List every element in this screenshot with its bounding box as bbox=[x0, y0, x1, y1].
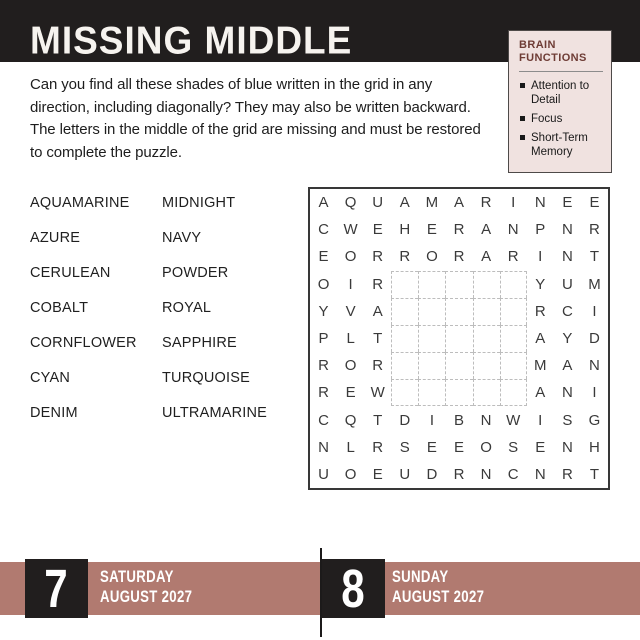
grid-cell: O bbox=[344, 357, 357, 375]
grid-cell: N bbox=[561, 221, 573, 239]
grid-cell: N bbox=[507, 221, 519, 239]
grid-cell: H bbox=[399, 221, 411, 239]
grid-cell: R bbox=[561, 465, 573, 483]
grid-cell: R bbox=[453, 248, 465, 266]
word-list-item: AQUAMARINE bbox=[30, 194, 130, 211]
grid-cell: G bbox=[588, 411, 601, 429]
instruction-line: The letters in the middle of the grid are missing and must be restored bbox=[30, 121, 481, 138]
grid-cell: N bbox=[561, 438, 573, 456]
grid-cell: R bbox=[534, 302, 546, 320]
grid-cell: Q bbox=[344, 411, 357, 429]
month-year: AUGUST 2027 bbox=[392, 588, 485, 606]
grid-cell: D bbox=[426, 465, 438, 483]
grid-cell: E bbox=[426, 438, 437, 456]
grid-cell: E bbox=[318, 248, 329, 266]
day-number-box-sunday bbox=[322, 559, 385, 618]
word-list-item: SAPPHIRE bbox=[162, 334, 237, 351]
instruction-line: direction, including diagonally? They may also be written backward. bbox=[30, 98, 471, 116]
word-list-item: CORNFLOWER bbox=[30, 334, 137, 351]
grid-cell: D bbox=[399, 411, 411, 429]
grid-cell: C bbox=[561, 302, 573, 320]
grid-cell: P bbox=[318, 329, 329, 347]
grid-cell: I bbox=[538, 248, 543, 266]
brain-function-item bbox=[519, 79, 603, 107]
grid-cell: A bbox=[481, 248, 492, 266]
grid-cell-missing bbox=[391, 298, 418, 325]
bullet-square-icon bbox=[520, 83, 525, 88]
bullet-square-icon bbox=[520, 116, 525, 121]
grid-cell: D bbox=[589, 329, 600, 347]
grid-cell-missing bbox=[500, 352, 527, 379]
divider-line bbox=[519, 71, 603, 72]
grid-cell: R bbox=[372, 248, 384, 266]
grid-cell: N bbox=[480, 465, 492, 483]
grid-cell: A bbox=[372, 302, 383, 320]
grid-cell: S bbox=[562, 411, 573, 429]
day-number: 8 bbox=[341, 558, 366, 619]
grid-cell: A bbox=[399, 194, 410, 212]
grid-cell: W bbox=[506, 411, 521, 429]
word-list-column-1 bbox=[30, 185, 137, 430]
brain-function-item bbox=[519, 112, 603, 126]
grid-cell: C bbox=[318, 411, 329, 429]
grid-cell: O bbox=[317, 275, 330, 293]
grid-cell: H bbox=[589, 438, 600, 456]
grid-cell: N bbox=[534, 194, 546, 212]
grid-cell: U bbox=[561, 275, 573, 293]
word-list-item: ROYAL bbox=[162, 299, 212, 316]
grid-cell: A bbox=[318, 194, 329, 212]
grid-cell: I bbox=[348, 275, 353, 293]
grid-cell: R bbox=[453, 221, 465, 239]
grid-cell: C bbox=[318, 221, 329, 239]
grid-cell: I bbox=[538, 411, 543, 429]
grid-cell: I bbox=[429, 411, 434, 429]
brain-function-label: Short-Term Memory bbox=[531, 132, 588, 158]
date-text-saturday bbox=[100, 567, 215, 607]
day-name: SATURDAY bbox=[100, 568, 174, 586]
day-name: SUNDAY bbox=[392, 568, 449, 586]
grid-cell: R bbox=[372, 357, 384, 375]
grid-cell-missing bbox=[445, 379, 472, 406]
word-list-item: POWDER bbox=[162, 264, 229, 281]
grid-cell: U bbox=[372, 194, 384, 212]
grid-cell-missing bbox=[473, 325, 500, 352]
grid-cell: M bbox=[425, 194, 439, 212]
grid-cell: N bbox=[589, 357, 600, 375]
word-list-item: NAVY bbox=[162, 229, 202, 246]
grid-cell: U bbox=[318, 465, 329, 483]
grid-cell: U bbox=[399, 465, 411, 483]
grid-cell: I bbox=[592, 302, 597, 320]
grid-cell: E bbox=[589, 194, 600, 212]
grid-cell: O bbox=[426, 248, 438, 266]
grid-cell: M bbox=[534, 357, 547, 375]
grid-cell: L bbox=[346, 329, 355, 347]
grid-cell: R bbox=[318, 384, 329, 402]
grid-cell-missing bbox=[445, 352, 472, 379]
word-list-item: DENIM bbox=[30, 404, 78, 421]
brain-function-item bbox=[519, 131, 603, 159]
grid-cell: R bbox=[507, 248, 519, 266]
grid-cell-missing bbox=[500, 379, 527, 406]
grid-cell: E bbox=[372, 465, 383, 483]
grid-cell: I bbox=[592, 384, 597, 402]
grid-cell: R bbox=[589, 221, 600, 239]
grid-cell: N bbox=[561, 248, 573, 266]
brain-functions-list bbox=[519, 79, 603, 159]
grid-cell: W bbox=[343, 221, 358, 239]
instructions-text bbox=[30, 74, 481, 164]
grid-cell: R bbox=[318, 357, 329, 375]
grid-cell: R bbox=[480, 194, 492, 212]
grid-cell: E bbox=[372, 221, 383, 239]
grid-cell: T bbox=[589, 248, 600, 266]
grid-cell: S bbox=[508, 438, 519, 456]
grid-cell-missing bbox=[473, 298, 500, 325]
grid-cell: N bbox=[480, 411, 492, 429]
grid-cell: C bbox=[507, 465, 519, 483]
word-list-item: CERULEAN bbox=[30, 264, 111, 281]
grid-cell: E bbox=[426, 221, 437, 239]
grid-cell: I bbox=[511, 194, 516, 212]
brain-function-label: Attention to Detail bbox=[531, 80, 590, 106]
grid-cell-missing bbox=[391, 325, 418, 352]
page-title: MISSING MIDDLE bbox=[30, 19, 353, 63]
grid-cell: M bbox=[588, 275, 601, 293]
grid-cell-missing bbox=[445, 325, 472, 352]
grid-cell-missing bbox=[391, 271, 418, 298]
grid-cell: A bbox=[535, 329, 546, 347]
instruction-line: to complete the puzzle. bbox=[30, 143, 182, 161]
word-list-column-2 bbox=[162, 185, 267, 430]
brain-functions-box bbox=[508, 30, 612, 173]
grid-cell-missing bbox=[418, 325, 445, 352]
grid-cell-missing bbox=[473, 271, 500, 298]
grid-cell: N bbox=[318, 438, 329, 456]
grid-cell: Y bbox=[562, 329, 573, 347]
grid-cell-missing bbox=[418, 298, 445, 325]
grid-cell: E bbox=[562, 194, 573, 212]
grid-cell: T bbox=[373, 411, 383, 429]
bullet-square-icon bbox=[520, 135, 525, 140]
brain-function-label: Focus bbox=[531, 113, 563, 125]
grid-cell: O bbox=[344, 248, 357, 266]
word-list-item: CYAN bbox=[30, 369, 71, 386]
grid-cell-missing bbox=[500, 271, 527, 298]
grid-cell: P bbox=[535, 221, 546, 239]
day-number: 7 bbox=[44, 558, 69, 619]
grid-cell: R bbox=[453, 465, 465, 483]
instruction-line: Can you find all these shades of blue written in the grid in any bbox=[30, 76, 433, 93]
grid-cell: R bbox=[372, 275, 384, 293]
word-list-item: COBALT bbox=[30, 299, 89, 316]
grid-cell: R bbox=[372, 438, 384, 456]
word-list-item: TURQUOISE bbox=[162, 369, 250, 386]
grid-cell: T bbox=[589, 465, 600, 483]
grid-cell: A bbox=[562, 357, 573, 375]
grid-cell: L bbox=[346, 438, 355, 456]
grid-cell-missing bbox=[500, 325, 527, 352]
grid-cell: O bbox=[480, 438, 492, 456]
grid-cell: N bbox=[534, 465, 546, 483]
grid-cell: Y bbox=[318, 302, 329, 320]
grid-cell: V bbox=[345, 302, 356, 320]
grid-cell-missing bbox=[500, 298, 527, 325]
grid-cell: Y bbox=[535, 275, 546, 293]
grid-cell: A bbox=[453, 194, 464, 212]
grid-cell: E bbox=[453, 438, 464, 456]
month-year: AUGUST 2027 bbox=[100, 588, 193, 606]
grid-cell: A bbox=[535, 384, 546, 402]
word-list-item: ULTRAMARINE bbox=[162, 404, 268, 421]
grid-cell-missing bbox=[418, 271, 445, 298]
grid-cell-missing bbox=[418, 379, 445, 406]
grid-cell: B bbox=[453, 411, 464, 429]
grid-cell-missing bbox=[418, 352, 445, 379]
word-list-item: AZURE bbox=[30, 229, 81, 246]
grid-cell-missing bbox=[445, 298, 472, 325]
day-number-box-saturday bbox=[25, 559, 88, 618]
grid-cell: N bbox=[561, 384, 573, 402]
brain-functions-title: BRAIN FUNCTIONS bbox=[519, 39, 587, 64]
grid-cell: O bbox=[344, 465, 357, 483]
grid-cell: E bbox=[535, 438, 546, 456]
grid-cell: A bbox=[481, 221, 492, 239]
word-list-item: MIDNIGHT bbox=[162, 194, 236, 211]
grid-cell-missing bbox=[391, 352, 418, 379]
date-text-sunday bbox=[392, 567, 507, 607]
grid-cell-missing bbox=[473, 352, 500, 379]
grid-cell: Q bbox=[344, 194, 357, 212]
grid-cell: T bbox=[373, 329, 383, 347]
grid-cell: E bbox=[345, 384, 356, 402]
grid-cell: W bbox=[370, 384, 385, 402]
grid-cell-missing bbox=[473, 379, 500, 406]
grid-cell-missing bbox=[445, 271, 472, 298]
grid-cell: S bbox=[399, 438, 410, 456]
grid-cell: R bbox=[399, 248, 411, 266]
grid-cell-missing bbox=[391, 379, 418, 406]
letter-grid bbox=[308, 187, 610, 490]
